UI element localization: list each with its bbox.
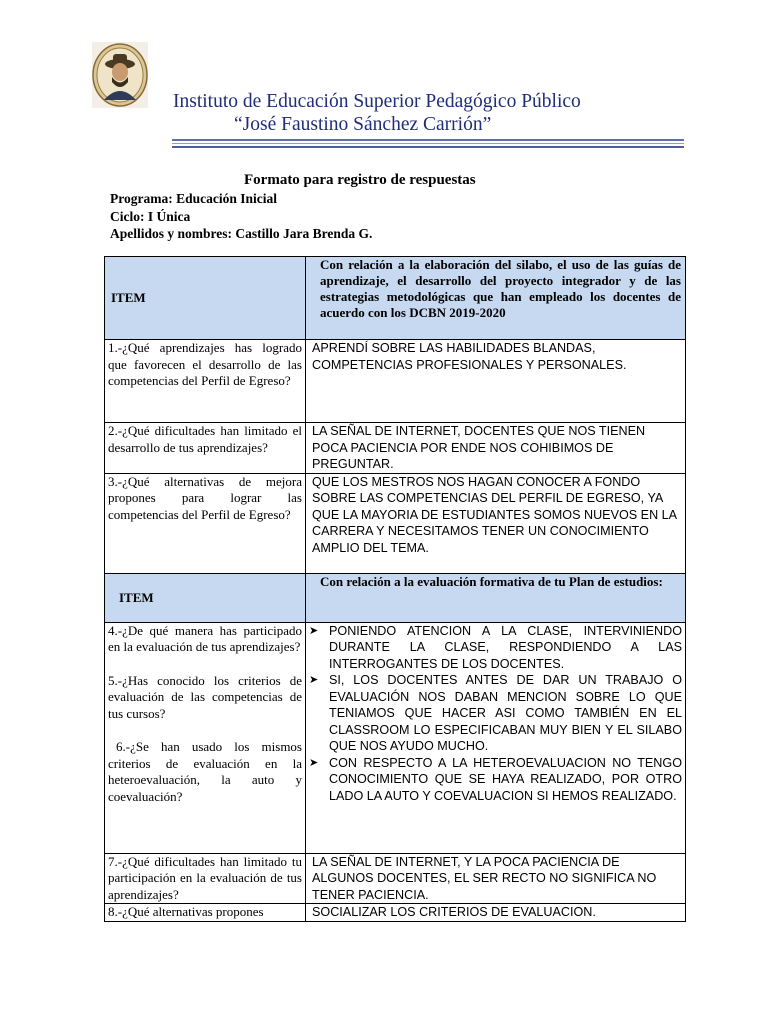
response-table	[104, 256, 686, 922]
table-row	[105, 904, 686, 922]
bullet-text: CON RESPECTO A LA HETEROEVALUACION NO TENGO CONOCIMIENTO QUE SE HAYA REALIZADO, POR OTRO LADO LA AUTO Y COEVALUACION SI HEMOS REALIZADO.	[329, 755, 682, 803]
answer-cell: LA SEÑAL DE INTERNET, DOCENTES QUE NOS TIENEN POCA PACIENCIA POR ENDE NOS COHIBIMOS DE PREGUNTAR.	[306, 423, 686, 474]
question-cell: 1.-¿Qué aprendizajes has logrado que favorecen el desarrollo de las competencias del Perfil de Egreso?	[105, 340, 306, 423]
header-rule	[172, 146, 684, 148]
program-line: Programa: Educación Inicial	[110, 191, 277, 206]
section-1-header	[105, 257, 686, 340]
institute-name	[173, 90, 673, 136]
question-4: 4.-¿De qué manera has participado en la evaluación de tus aprendizajes?	[108, 622, 302, 654]
table-row	[105, 473, 686, 573]
answer-cell: LA SEÑAL DE INTERNET, Y LA POCA PACIENCIA DE ALGUNOS DOCENTES, EL SER RECTO NO SIGNIFICA NO TENER PACIENCIA.	[306, 853, 686, 904]
answer-cell: QUE LOS MESTROS NOS HAGAN CONOCER A FONDO SOBRE LAS COMPETENCIAS DEL PERFIL DE EGRESO, YA QUE LA MAYORIA DE ESTUDIANTES SOMOS NUEVOS EN LA CARRERA Y NECESITAMOS TENER UN CONOCIMIENTO AMPLIO DEL TEMA.	[306, 473, 686, 573]
question-6: 6.-¿Se han usado los mismos criterios de evaluación en la heteroevaluación, la auto y coevaluación?	[108, 739, 302, 804]
institute-logo	[92, 42, 148, 108]
answer-cell	[306, 622, 686, 853]
institute-line-1: Instituto de Educación Superior Pedagógico Público	[173, 91, 581, 112]
bullet-text: PONIENDO ATENCION A LA CLASE, INTERVINIENDO DURANTE LA CLASE, RESPONDIENDO A LAS INTERROGANTES DE LOS DOCENTES.	[329, 623, 682, 671]
question-5: 5.-¿Has conocido los criterios de evaluación de las competencias de tus cursos?	[108, 672, 302, 721]
arrow-bullet-icon: ➤	[309, 756, 319, 769]
institute-line-2: “José Faustino Sánchez Carrión”	[234, 114, 492, 135]
arrow-bullet-icon: ➤	[309, 674, 319, 686]
table-row	[105, 423, 686, 474]
table-row	[105, 340, 686, 423]
question-cell: 2.-¿Qué dificultades han limitado el desarrollo de tus aprendizajes?	[105, 423, 306, 474]
list-item	[309, 623, 682, 673]
bullet-text: SI, LOS DOCENTES ANTES DE DAR UN TRABAJO O EVALUACIÓN NOS DABAN MENCION SOBRE LO QUE TENIAMOS QUE HACER ASI COMO TAMBIÉN EN EL CLASSROOM LO ESPECIFICABAN MUY BIEN Y EL SILABO QUE NOS AYUDO MUCHO.	[329, 673, 682, 753]
answer-cell: SOCIALIZAR LOS CRITERIOS DE EVALUACION.	[306, 904, 686, 922]
question-cell: 8.-¿Qué alternativas propones	[105, 904, 306, 922]
question-cell: 7.-¿Qué dificultades han limitado tu participación en la evaluación de tus aprendizajes?	[105, 853, 306, 904]
header-rule	[172, 139, 684, 141]
answer-cell: APRENDÍ SOBRE LAS HABILIDADES BLANDAS, COMPETENCIAS PROFESIONALES Y PERSONALES.	[306, 340, 686, 423]
student-name-line: Apellidos y nombres: Castillo Jara Brenda G.	[110, 226, 373, 241]
list-item	[309, 755, 682, 805]
table-row	[105, 622, 686, 853]
form-meta	[110, 190, 372, 243]
question-cell	[105, 622, 306, 853]
form-title: Formato para registro de respuestas	[244, 172, 476, 188]
header-rule	[172, 143, 684, 144]
cycle-line: Ciclo: I Única	[110, 208, 191, 224]
arrow-bullet-icon: ➤	[309, 624, 319, 637]
section-2-header	[105, 573, 686, 622]
question-cell: 3.-¿Qué alternativas de mejora propones para lograr las competencias del Perfil de Egreso?	[105, 473, 306, 573]
item-header: ITEM	[105, 257, 306, 340]
section-2-heading: Con relación a la evaluación formativa de tu Plan de estudios:	[306, 573, 686, 622]
answer-bullet-list	[309, 623, 682, 805]
section-1-heading: Con relación a la elaboración del silabo, el uso de las guías de aprendizaje, el desarrollo del proyecto integrador y de las estrategias metodológicas que han empleado los docentes de acuerdo con los DCBN 2019-2020	[306, 257, 686, 340]
table-row	[105, 853, 686, 904]
item-header: ITEM	[105, 573, 306, 622]
list-item	[309, 672, 682, 755]
